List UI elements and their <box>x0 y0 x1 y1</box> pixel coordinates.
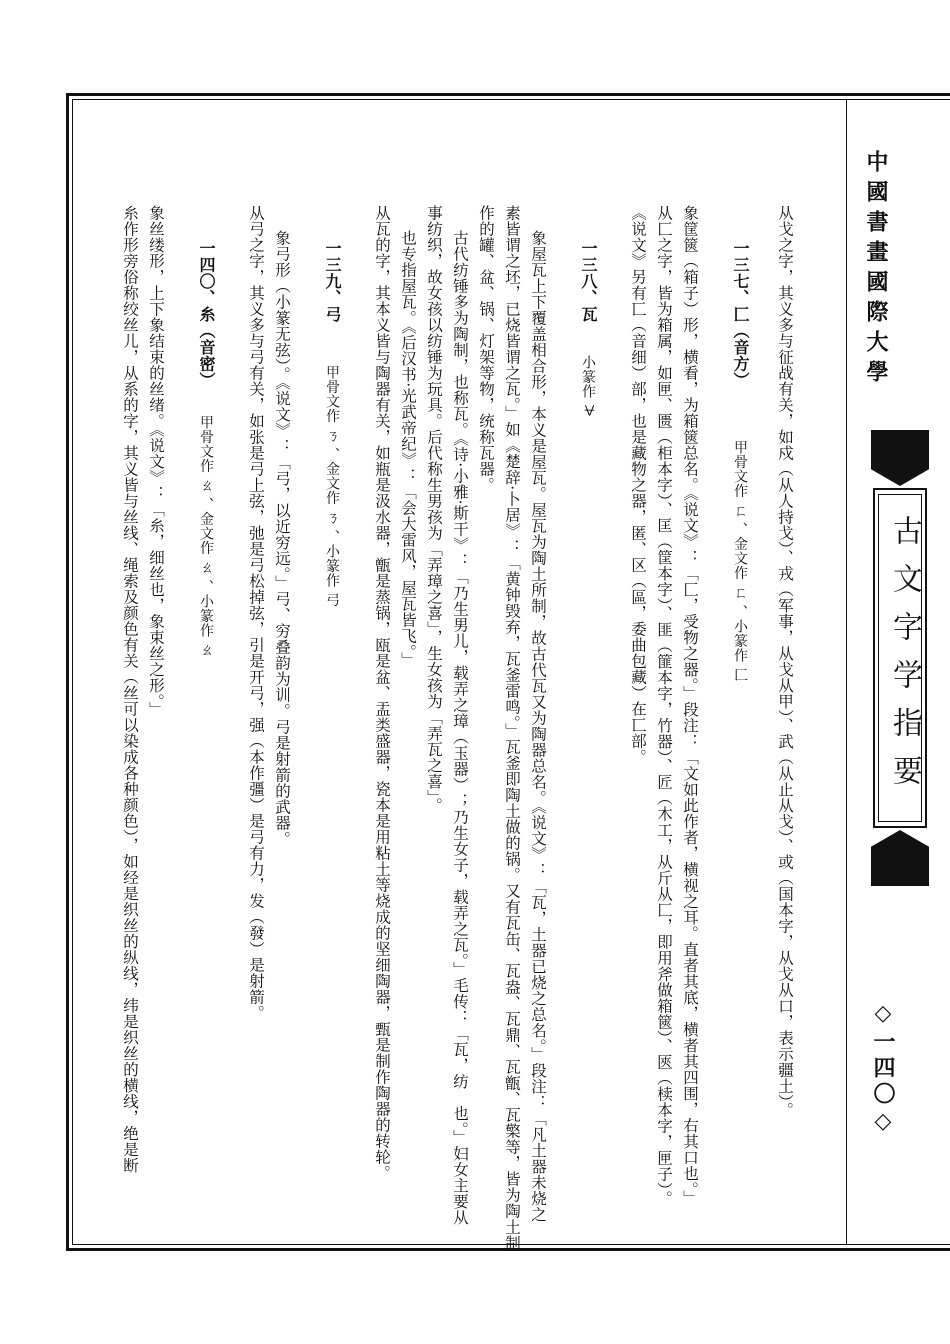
text-column: 从瓦的字，其本义皆与陶器有关，如瓶是汲水器，甑是蒸锅，瓯是盆、盂类盛器，瓷本是用粘土等烧成的坚细陶器，甄是制作陶器的转轮。 <box>373 205 391 1181</box>
section-subheading: 小篆作 ㆾ <box>580 355 596 418</box>
section-subheading: 甲骨文作 ㄋ 、金文作 ㄋ 、小篆作 弓 <box>324 365 340 608</box>
text-column: 也专指屋瓦。《后汉书·光武帝纪》：「会大雷风，屋瓦皆飞。」 <box>399 230 417 668</box>
text-column: 象屋瓦上下覆盖相合形，本义是屋瓦。屋瓦为陶土所制，故古代瓦又为陶器总名。《说文》：「瓦，土器已烧之总名。」段注：「凡土器未烧之 <box>529 230 547 1223</box>
section-heading: 一三九、弓 <box>323 240 342 323</box>
text-column: 从弓之字，其义多与弓有关，如张是弓上弦，弛是弓松掉弦，引是开弓，强（本作彊）是弓有力，发（發）是射箭。 <box>247 205 265 1021</box>
text-column: 糸作形旁俗称绞丝儿，从系的字，其义皆与丝线、绳索及颜色有关（丝可以染成各种颜色），如经是织丝的纵线，纬是织丝的横线，绝是断 <box>121 205 139 1174</box>
page-number: ◇一四〇◇ <box>870 1000 896 1138</box>
section-heading: 一三七、匚（音方） <box>731 240 750 389</box>
section-subheading: 甲骨文作 ㄠ 、金文作 ㄠ 、小篆作 ㄠ <box>198 415 214 658</box>
section-heading: 一三八、瓦 <box>579 240 598 323</box>
text-column: 《说文》另有匸（音细）部，也是藏物之器，匿、区（區，委曲包藏）在匸部。 <box>629 205 647 765</box>
text-column: 象丝缕形，上下象结束的丝绪。《说文》：「糸，细丝也，象束丝之形。」 <box>147 205 165 718</box>
text-column: 象筐篋（箱子）形，横看，为箱篋总名。《说文》：「匚，受物之器。」段注：「文如此作者，横视之耳。直者其底，横者其四围，右其口也。」 <box>681 205 699 1206</box>
text-column: 从戈之字，其义多与征战有关，如戍（从人持戈）、戎（军事，从戈从甲）、武（从止从戈）、或（国本字，从戈从口，表示疆土）。 <box>776 205 794 1118</box>
text-column: 事纺织，故女孩以纺锤为玩具。后代称生男孩为「弄璋之喜」，生女孩为「弄瓦之喜」。 <box>425 205 443 814</box>
university-name: 中國書畫國際大學 <box>863 150 888 390</box>
text-column: 象弓形（小篆无弦）。《说文》：「弓，以近穷远。」弓、穷叠韵为训。弓是射箭的武器。 <box>273 230 291 847</box>
sidebar-divider <box>846 100 847 1245</box>
text-column: 作的罐、盆、锅、灯架等物，统称瓦器。 <box>477 205 495 493</box>
text-column: 从匚之字，皆为箱属，如匣、匮（柜本字）、匡（筐本字）、匪（篚本字，竹器）、匠（木工，从斤从匚，即用斧做箱篋）、匧（椟本字，匣子）。 <box>655 205 673 1207</box>
section-heading: 一四〇、糸（音密） <box>197 240 216 389</box>
section-subheading: 甲骨文作 ㄈ 、金文作 ㄈ 、小篆作 匚 <box>732 440 748 683</box>
text-column: 素皆谓之坯，已烧皆谓之瓦。」如《楚辞·卜居》：「黄钟毁弃，瓦釜雷鸣。」瓦釜即陶土做的锅。又有瓦缶、瓦盎、瓦鼎、瓦甑、瓦檠等，皆为陶土制 <box>503 205 521 1251</box>
book-title: 古文字学指要 <box>887 515 922 803</box>
text-column: 古代纺锤多为陶制，也称瓦。《诗·小雅·斯干》：「乃生男儿，载弄之璋（玉器）；乃生女子，载弄之瓦。」毛传：「瓦，纺 也。」妇女主要从 <box>451 230 469 1226</box>
